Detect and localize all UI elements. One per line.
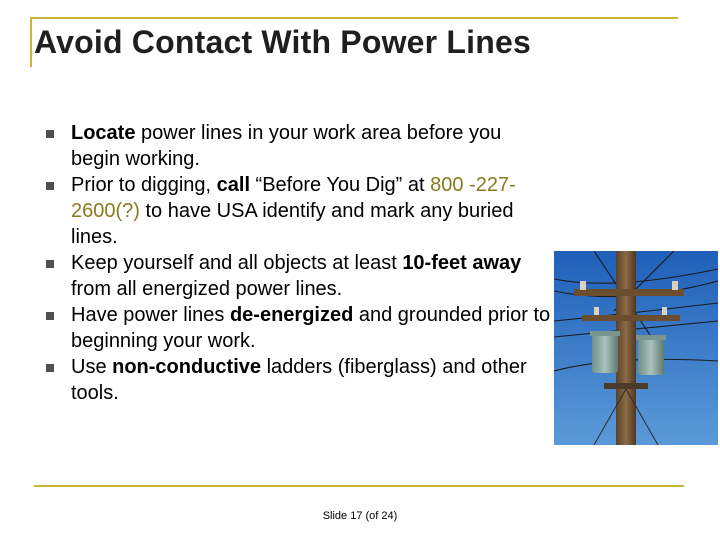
bullet-text: and grounded prior to beginning your work.	[71, 304, 551, 352]
title-frame-left-rule	[30, 17, 32, 67]
emphasis-text: non-conductive	[112, 356, 262, 378]
bullet-text: Have power lines	[71, 304, 230, 326]
emphasis-text: Locate	[71, 122, 136, 144]
bullet-list	[45, 120, 555, 406]
emphasis-text: de-energized	[229, 304, 354, 326]
lower-bracket	[604, 383, 648, 389]
square-bullet-icon	[46, 130, 54, 138]
bullet-text: “Before You Dig” at	[250, 174, 431, 196]
crossarm-upper	[574, 289, 684, 296]
wooden-pole	[616, 251, 636, 445]
bullet-text: power lines in your work area before you begin working.	[71, 122, 502, 170]
bullet-item	[45, 354, 555, 406]
bullet-text: from all energized power lines.	[71, 278, 343, 300]
square-bullet-icon	[46, 312, 54, 320]
bullet-text: Prior to digging,	[71, 174, 217, 196]
bullet-text: Keep yourself and all objects at least	[71, 252, 403, 274]
utility-pole-photo	[554, 251, 718, 445]
title-frame-top-rule	[30, 17, 678, 19]
footer-rule	[34, 485, 684, 487]
square-bullet-icon	[46, 364, 54, 372]
emphasis-text: 10-feet away	[402, 252, 522, 274]
slide-footer	[0, 510, 720, 522]
bullet-item	[45, 120, 555, 172]
bullet-text: Use	[71, 356, 113, 378]
bullet-item	[45, 302, 555, 354]
emphasis-text: call	[216, 174, 250, 196]
crossarm-lower	[582, 315, 680, 321]
square-bullet-icon	[46, 182, 54, 190]
slide-number: Slide 17 (of 24)	[322, 510, 398, 522]
square-bullet-icon	[46, 260, 54, 268]
bullet-text: to have USA identify and mark any buried lines.	[71, 200, 514, 248]
bullet-item	[45, 250, 555, 302]
slide-title: Avoid Contact With Power Lines	[34, 24, 531, 60]
bullet-item	[45, 172, 555, 250]
bullet-text: ladders (fiberglass) and other tools.	[71, 356, 527, 404]
phone-number-text: 800 -227-2600(?)	[71, 174, 516, 222]
